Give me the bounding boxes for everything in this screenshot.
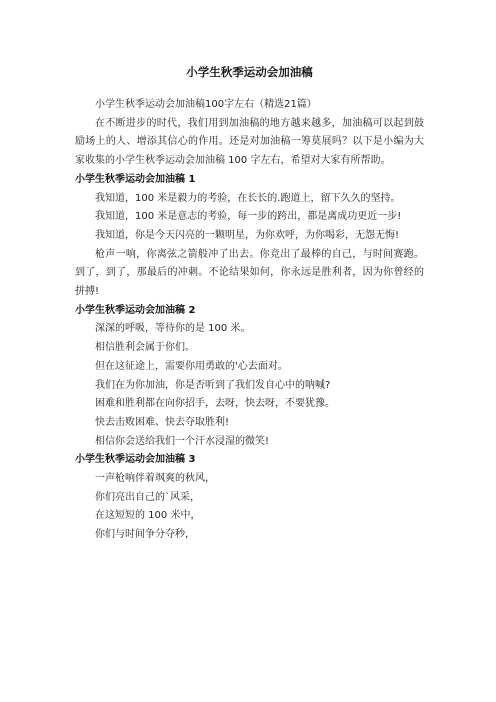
- paragraph: 我知道，100 米是毅力的考验，在长长的.跑道上，留下久久的坚持。: [95, 192, 401, 204]
- paragraph: 枪声一响，你离弦之箭般冲了出去。你竞出了最棒的自己，与时间赛跑。到了，到了，那最后的冲刺。不论结果如何，你永远是胜利者，因为你曾经的拼搏!: [75, 248, 424, 298]
- section-3: [75, 451, 424, 545]
- section-2: [75, 302, 424, 452]
- section-heading: 小学生秋季运动会加油稿 2: [75, 304, 196, 316]
- paragraph: 相信你会送给我们一个汗水浸湿的微笑!: [95, 435, 270, 447]
- paragraph: 但在这征途上，需要你用勇敢的'心去面对。: [95, 360, 288, 372]
- paragraph: 快去击败困难、快去夺取胜利!: [95, 416, 230, 428]
- document-body: [75, 96, 424, 545]
- paragraph: 我们在为你加油，你是否听到了我们发自心中的呐喊?: [95, 379, 331, 391]
- paragraph: 我知道，100 米是意志的考验，每一步的跨出，都是离成功更近一步!: [95, 211, 402, 223]
- document-title: 小学生秋季运动会加油稿: [186, 65, 313, 79]
- paragraph: 深深的呼吸，等待你的是 100 米。: [95, 323, 251, 335]
- paragraph: 在这短短的 100 米中，: [95, 510, 201, 522]
- intro-paragraph: 在不断进步的时代，我们用到加油稿的地方越来越多，加油稿可以起到鼓励场上的人、增添其信心的作用。还是对加油稿一筹莫展吗？以下是小编为大家收集的小学生秋季运动会加油稿 100 字左右，希望对大家有所帮助。: [75, 117, 424, 167]
- section-heading: 小学生秋季运动会加油稿 3: [75, 454, 196, 466]
- paragraph: 困难和胜利都在向你招手，去呀，快去呀，不要犹豫。: [95, 398, 335, 410]
- paragraph: 相信胜利会属于你们。: [95, 342, 195, 354]
- section-1: [75, 171, 424, 302]
- section-heading: 小学生秋季运动会加油稿 1: [75, 173, 196, 185]
- paragraph: 一声枪响伴着飒爽的秋风，: [95, 473, 215, 485]
- paragraph: 我知道，你是今天闪亮的一颗明星，为你欢呼，为你喝彩，无怨无悔!: [95, 229, 400, 241]
- paragraph: 你们亮出自己的`风采，: [95, 491, 200, 503]
- document-subtitle: 小学生秋季运动会加油稿100字左右（精选21篇）: [95, 99, 317, 110]
- paragraph: 你们与时间争分夺秒，: [95, 529, 195, 541]
